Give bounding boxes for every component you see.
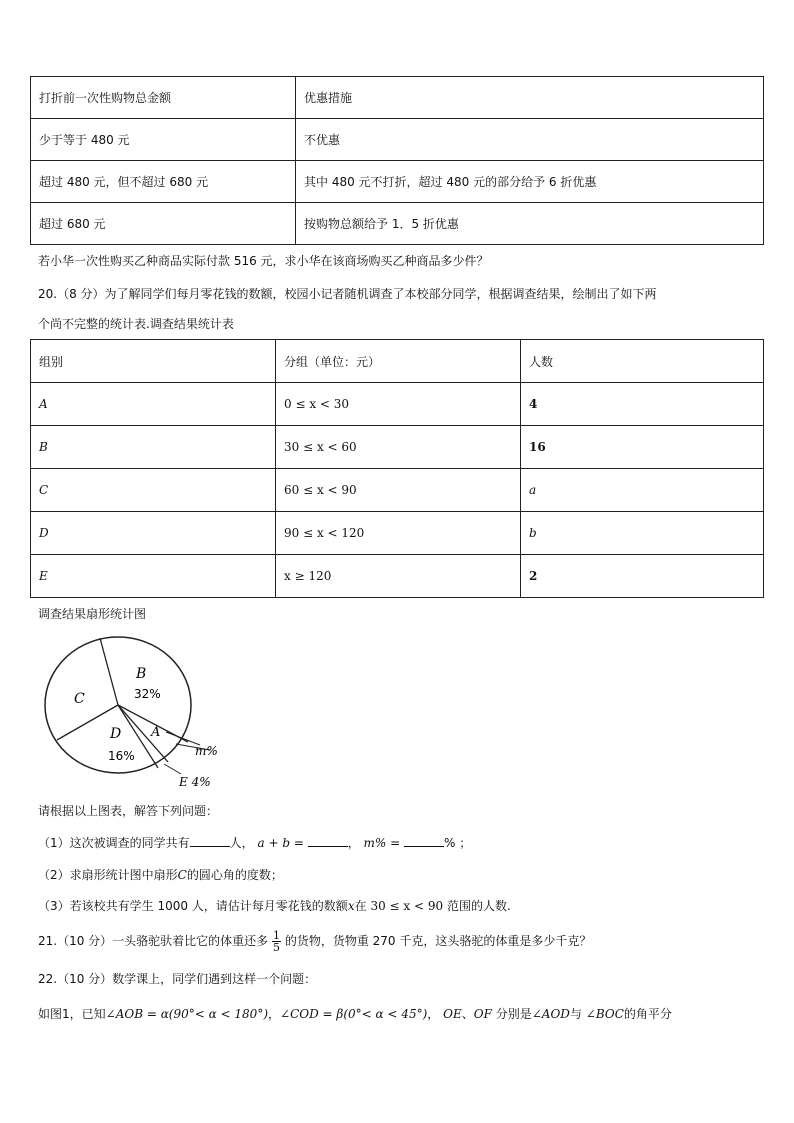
pie-label-b-pct: 32% [134,687,161,701]
range-cell: 30 ≤ x < 60 [276,426,521,469]
q22-math: ∠BOC [585,1007,624,1021]
discount-table [30,76,764,245]
table-cell: 其中 480 元不打折，超过 480 元的部分给予 6 折优惠 [296,161,764,203]
table-header-cell: 组别 [31,340,276,383]
q22-math: ∠AOD [531,1007,570,1021]
pie-chart [38,630,238,795]
question-22-line2 [38,1005,672,1023]
pie-label-b: B [136,666,147,682]
pie-divider [100,638,118,705]
q22-text: 的角平分 [623,1007,672,1021]
question-20-ask: 请根据以上图表，解答下列问题： [38,804,219,818]
q22-math: OF [473,1007,492,1021]
sub2-math: C [177,868,187,882]
question-20-sub1 [38,834,471,852]
table-row [31,203,764,245]
table-cell: 打折前一次性购物总金额 [31,77,296,119]
answer-blank [190,834,230,847]
pie-label-d: D [110,726,122,742]
table-row [31,119,764,161]
range-cell: 0 ≤ x < 30 [276,383,521,426]
table-row [31,383,764,426]
sub1-text: 人， [229,836,254,850]
table-row [31,555,764,598]
pie-chart-title: 调查结果扇形统计图 [38,607,147,621]
sub1-math: a + b = [257,836,304,850]
group-cell: A [31,383,276,426]
pie-label-d-pct: 16% [108,749,135,763]
pie-label-m: m% [195,744,218,758]
q21-text: 21.（10 分）一头骆驼驮着比它的体重还多 [38,934,269,948]
sub1-math: m% = [363,836,401,850]
question-22-line1: 22.（10 分）数学课上，同学们遇到这样一个问题： [38,972,317,986]
answer-blank [404,834,444,847]
sub3-text: （3）若该校共有学生 1000 人，请估计每月零花钱的数额 [38,899,348,913]
sub2-text: 的圆心角的度数； [186,868,283,882]
sub1-text: % ； [444,836,472,850]
sub1-text: （1）这次被调查的同学共有 [38,836,190,850]
table-row [31,161,764,203]
pie-divider [57,705,118,740]
sub2-text: （2）求扇形统计图中扇形 [38,868,178,882]
count-cell: 16 [521,426,764,469]
question-20-line2: 个尚不完整的统计表.调查结果统计表 [38,317,234,331]
sub3-math: x [347,899,355,913]
pie-label-a: A [151,725,161,740]
table-row [31,426,764,469]
table-cell: 超过 480 元，但不超过 680 元 [31,161,296,203]
pointer-line [164,764,181,774]
question-21 [38,930,591,953]
question-20-sub2 [38,866,283,884]
sub3-text: 在 [354,899,367,913]
q22-text: ， [427,1007,440,1021]
group-cell: B [31,426,276,469]
table-cell: 不优惠 [296,119,764,161]
question-20-sub3 [38,897,511,915]
sub1-text: ， [347,836,360,850]
q22-text: 如图1，已知 [38,1007,106,1021]
group-cell: C [31,469,276,512]
q22-math: OE [443,1007,462,1021]
group-cell: E [31,555,276,598]
pie-label-c: C [74,691,85,707]
fraction [272,930,281,953]
fraction-numerator: 1 [273,929,280,942]
range-cell: 60 ≤ x < 90 [276,469,521,512]
group-cell: D [31,512,276,555]
q22-math: ∠AOB = α(90°< α < 180°) [105,1007,268,1021]
table-header-row [31,340,764,383]
pie-label-e: E 4% [179,775,211,789]
count-cell: a [521,469,764,512]
q22-math: ∠COD = β(0°< α < 45°) [280,1007,428,1021]
range-cell: 90 ≤ x < 120 [276,512,521,555]
table-header-cell: 人数 [521,340,764,383]
q22-text: 、 [461,1007,474,1021]
question-19-text: 若小华一次性购买乙种商品实际付款 516 元，求小华在该商场购买乙种商品多少件？ [38,254,489,268]
table-row [31,512,764,555]
q21-text: 的货物，货物重 270 千克，这头骆驼的体重是多少千克？ [284,934,592,948]
q22-text: 分别是 [495,1007,532,1021]
question-20-line1: 20.（8 分）为了解同学们每月零花钱的数额，校园小记者随机调查了本校部分同学，根据调查结果，绘制出了如下两 [38,287,657,301]
count-cell: 4 [521,383,764,426]
count-cell: b [521,512,764,555]
table-cell: 少于等于 480 元 [31,119,296,161]
table-cell: 优惠措施 [296,77,764,119]
q22-text: ， [268,1007,281,1021]
survey-table [30,339,764,598]
table-row [31,77,764,119]
table-cell: 超过 680 元 [31,203,296,245]
table-header-cell: 分组（单位：元） [276,340,521,383]
answer-blank [308,834,348,847]
table-row [31,469,764,512]
sub3-text: 范围的人数. [446,899,511,913]
count-cell: 2 [521,555,764,598]
range-cell: x ≥ 120 [276,555,521,598]
table-cell: 按购物总额给予 1．5 折优惠 [296,203,764,245]
sub3-math: 30 ≤ x < 90 [370,899,444,913]
q22-text: 与 [569,1007,582,1021]
fraction-denominator: 5 [273,941,280,954]
